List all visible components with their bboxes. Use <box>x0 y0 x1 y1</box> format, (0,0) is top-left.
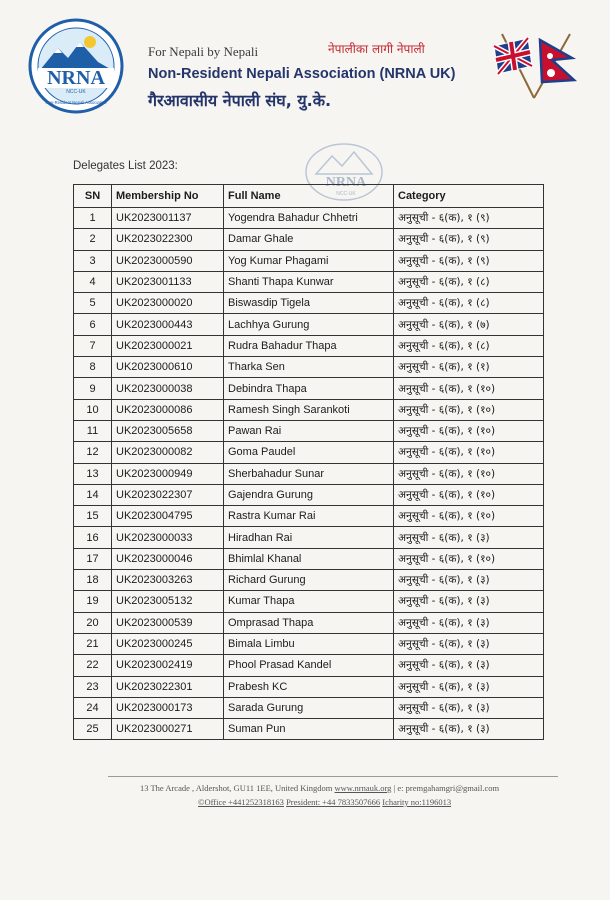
cell-full-name: Kumar Thapa <box>224 591 394 612</box>
organization-name-nepali: गैरआवासीय नेपाली संघ, यु.के. <box>148 91 332 110</box>
cell-category: अनुसूची - ६(क), १ (३) <box>394 612 544 633</box>
cell-sn: 8 <box>74 357 112 378</box>
table-row <box>74 506 544 527</box>
cell-full-name: Bhimlal Khanal <box>224 548 394 569</box>
header-sn: SN <box>74 185 112 208</box>
cell-sn: 4 <box>74 271 112 292</box>
table-row <box>74 357 544 378</box>
cell-category: अनुसूची - ६(क), १ (९) <box>394 208 544 229</box>
cell-membership-no: UK2023004795 <box>112 506 224 527</box>
table-row <box>74 484 544 505</box>
cell-membership-no: UK2023000173 <box>112 697 224 718</box>
table-row <box>74 208 544 229</box>
cell-full-name: Tharka Sen <box>224 357 394 378</box>
cell-membership-no: UK2023000082 <box>112 442 224 463</box>
table-row <box>74 570 544 591</box>
table-row <box>74 463 544 484</box>
cell-membership-no: UK2023000539 <box>112 612 224 633</box>
logo-text: NRNA <box>47 67 105 89</box>
cell-sn: 14 <box>74 484 112 505</box>
table-row <box>74 612 544 633</box>
cell-category: अनुसूची - ६(क), १ (८) <box>394 293 544 314</box>
logo-sub: NCC-UK <box>66 89 86 95</box>
cell-full-name: Shanti Thapa Kunwar <box>224 271 394 292</box>
cell-sn: 1 <box>74 208 112 229</box>
table-row <box>74 420 544 441</box>
cell-sn: 25 <box>74 719 112 740</box>
footer-contact-line <box>198 797 451 807</box>
table-row <box>74 378 544 399</box>
logo-ring-text: Non-Resident Nepali Association <box>45 100 107 105</box>
header-membership-no: Membership No <box>112 185 224 208</box>
footer-office-phone: ©Office +441252318163 <box>198 797 284 807</box>
cell-full-name: Ramesh Singh Sarankoti <box>224 399 394 420</box>
cell-category: अनुसूची - ६(क), १ (९) <box>394 250 544 271</box>
cell-membership-no: UK2023000443 <box>112 314 224 335</box>
cell-sn: 20 <box>74 612 112 633</box>
footer-address: 13 The Arcade , Aldershot, GU11 1EE, United Kingdom <box>140 783 333 793</box>
cell-membership-no: UK2023001137 <box>112 208 224 229</box>
cell-full-name: Richard Gurung <box>224 570 394 591</box>
cell-sn: 5 <box>74 293 112 314</box>
footer-divider <box>108 776 558 777</box>
cell-full-name: Pawan Rai <box>224 420 394 441</box>
cell-full-name: Lachhya Gurung <box>224 314 394 335</box>
cell-full-name: Rudra Bahadur Thapa <box>224 335 394 356</box>
cell-category: अनुसूची - ६(क), १ (३) <box>394 697 544 718</box>
cell-sn: 2 <box>74 229 112 250</box>
cell-full-name: Suman Pun <box>224 719 394 740</box>
cell-category: अनुसूची - ६(क), १ (८) <box>394 335 544 356</box>
cell-sn: 15 <box>74 506 112 527</box>
cell-full-name: Biswasdip Tigela <box>224 293 394 314</box>
nrna-logo <box>28 18 124 114</box>
table-row <box>74 719 544 740</box>
cell-sn: 22 <box>74 655 112 676</box>
table-row <box>74 293 544 314</box>
cell-category: अनुसूची - ६(क), १ (३) <box>394 655 544 676</box>
table-row <box>74 676 544 697</box>
organization-name-english: Non-Resident Nepali Association (NRNA UK) <box>148 66 456 82</box>
cell-sn: 13 <box>74 463 112 484</box>
uk-flag-icon <box>494 38 532 74</box>
cell-sn: 10 <box>74 399 112 420</box>
cell-full-name: Gajendra Gurung <box>224 484 394 505</box>
cell-full-name: Yogendra Bahadur Chhetri <box>224 208 394 229</box>
cell-membership-no: UK2023022307 <box>112 484 224 505</box>
cell-sn: 16 <box>74 527 112 548</box>
cell-full-name: Sherbahadur Sunar <box>224 463 394 484</box>
cell-full-name: Hiradhan Rai <box>224 527 394 548</box>
cell-membership-no: UK2023022301 <box>112 676 224 697</box>
table-row <box>74 548 544 569</box>
cell-membership-no: UK2023000038 <box>112 378 224 399</box>
header-category: Category <box>394 185 544 208</box>
table-body <box>74 208 544 740</box>
cell-membership-no: UK2023002419 <box>112 655 224 676</box>
cell-category: अनुसूची - ६(क), १ (१) <box>394 357 544 378</box>
svg-text:NCC-UK: NCC-UK <box>336 191 356 197</box>
cell-category: अनुसूची - ६(क), १ (१०) <box>394 506 544 527</box>
cell-full-name: Bimala Limbu <box>224 633 394 654</box>
table-header-row <box>74 185 544 208</box>
footer-address-line <box>140 783 499 793</box>
cell-category: अनुसूची - ६(क), १ (८) <box>394 271 544 292</box>
table-row <box>74 314 544 335</box>
cell-sn: 11 <box>74 420 112 441</box>
cell-membership-no: UK2023000086 <box>112 399 224 420</box>
cell-full-name: Rastra Kumar Rai <box>224 506 394 527</box>
cell-membership-no: UK2023000021 <box>112 335 224 356</box>
table-row <box>74 697 544 718</box>
cell-full-name: Yog Kumar Phagami <box>224 250 394 271</box>
table-row <box>74 591 544 612</box>
cell-sn: 19 <box>74 591 112 612</box>
cell-membership-no: UK2023005658 <box>112 420 224 441</box>
cell-membership-no: UK2023001133 <box>112 271 224 292</box>
cell-membership-no: UK2023000271 <box>112 719 224 740</box>
cell-sn: 3 <box>74 250 112 271</box>
cell-category: अनुसूची - ६(क), १ (३) <box>394 527 544 548</box>
cell-category: अनुसूची - ६(क), १ (१०) <box>394 442 544 463</box>
table-row <box>74 633 544 654</box>
cell-sn: 6 <box>74 314 112 335</box>
cell-full-name: Damar Ghale <box>224 229 394 250</box>
cell-membership-no: UK2023000590 <box>112 250 224 271</box>
table-row <box>74 527 544 548</box>
cell-category: अनुसूची - ६(क), १ (१०) <box>394 484 544 505</box>
delegates-table-container <box>73 184 543 740</box>
table-row <box>74 229 544 250</box>
tagline-english: For Nepali by Nepali <box>148 44 259 59</box>
cell-sn: 23 <box>74 676 112 697</box>
cell-category: अनुसूची - ६(क), १ (३) <box>394 570 544 591</box>
table-row <box>74 655 544 676</box>
footer-email[interactable]: | e: premgahamgri@gmail.com <box>393 783 500 793</box>
cell-sn: 17 <box>74 548 112 569</box>
table-row <box>74 335 544 356</box>
cell-membership-no: UK2023022300 <box>112 229 224 250</box>
cell-sn: 7 <box>74 335 112 356</box>
svg-text:NRNA: NRNA <box>325 175 367 190</box>
cell-category: अनुसूची - ६(क), १ (१०) <box>394 548 544 569</box>
cell-full-name: Prabesh KC <box>224 676 394 697</box>
delegates-list-title: Delegates List 2023: <box>73 160 178 172</box>
cell-category: अनुसूची - ६(क), १ (७) <box>394 314 544 335</box>
cell-membership-no: UK2023005132 <box>112 591 224 612</box>
cell-membership-no: UK2023000020 <box>112 293 224 314</box>
table-row <box>74 271 544 292</box>
crossed-flags-icon <box>488 30 580 100</box>
cell-membership-no: UK2023000610 <box>112 357 224 378</box>
table-row <box>74 442 544 463</box>
cell-sn: 18 <box>74 570 112 591</box>
cell-category: अनुसूची - ६(क), १ (३) <box>394 676 544 697</box>
cell-category: अनुसूची - ६(क), १ (३) <box>394 591 544 612</box>
cell-sn: 12 <box>74 442 112 463</box>
footer-president-phone: President: +44 7833507666 <box>286 797 381 807</box>
cell-sn: 21 <box>74 633 112 654</box>
table-row <box>74 399 544 420</box>
cell-membership-no: UK2023000949 <box>112 463 224 484</box>
cell-sn: 9 <box>74 378 112 399</box>
cell-full-name: Sarada Gurung <box>224 697 394 718</box>
cell-membership-no: UK2023000033 <box>112 527 224 548</box>
delegates-table <box>73 184 544 740</box>
cell-membership-no: UK2023003263 <box>112 570 224 591</box>
cell-category: अनुसूची - ६(क), १ (१०) <box>394 399 544 420</box>
footer-charity-number: Icharity no:1196013 <box>382 797 452 807</box>
cell-category: अनुसूची - ६(क), १ (१०) <box>394 463 544 484</box>
table-row <box>74 250 544 271</box>
nepal-flag-icon <box>540 40 574 82</box>
cell-membership-no: UK2023000046 <box>112 548 224 569</box>
cell-sn: 24 <box>74 697 112 718</box>
cell-full-name: Omprasad Thapa <box>224 612 394 633</box>
footer-website-link[interactable]: www.nrnauk.org <box>334 783 392 793</box>
cell-category: अनुसूची - ६(क), १ (१०) <box>394 420 544 441</box>
cell-full-name: Debindra Thapa <box>224 378 394 399</box>
tagline-nepali: नेपालीका लागी नेपाली <box>328 42 425 56</box>
cell-category: अनुसूची - ६(क), १ (३) <box>394 719 544 740</box>
cell-membership-no: UK2023000245 <box>112 633 224 654</box>
cell-category: अनुसूची - ६(क), १ (१०) <box>394 378 544 399</box>
header-full-name: Full Name <box>224 185 394 208</box>
cell-category: अनुसूची - ६(क), १ (९) <box>394 229 544 250</box>
cell-full-name: Phool Prasad Kandel <box>224 655 394 676</box>
cell-category: अनुसूची - ६(क), १ (३) <box>394 633 544 654</box>
cell-full-name: Goma Paudel <box>224 442 394 463</box>
